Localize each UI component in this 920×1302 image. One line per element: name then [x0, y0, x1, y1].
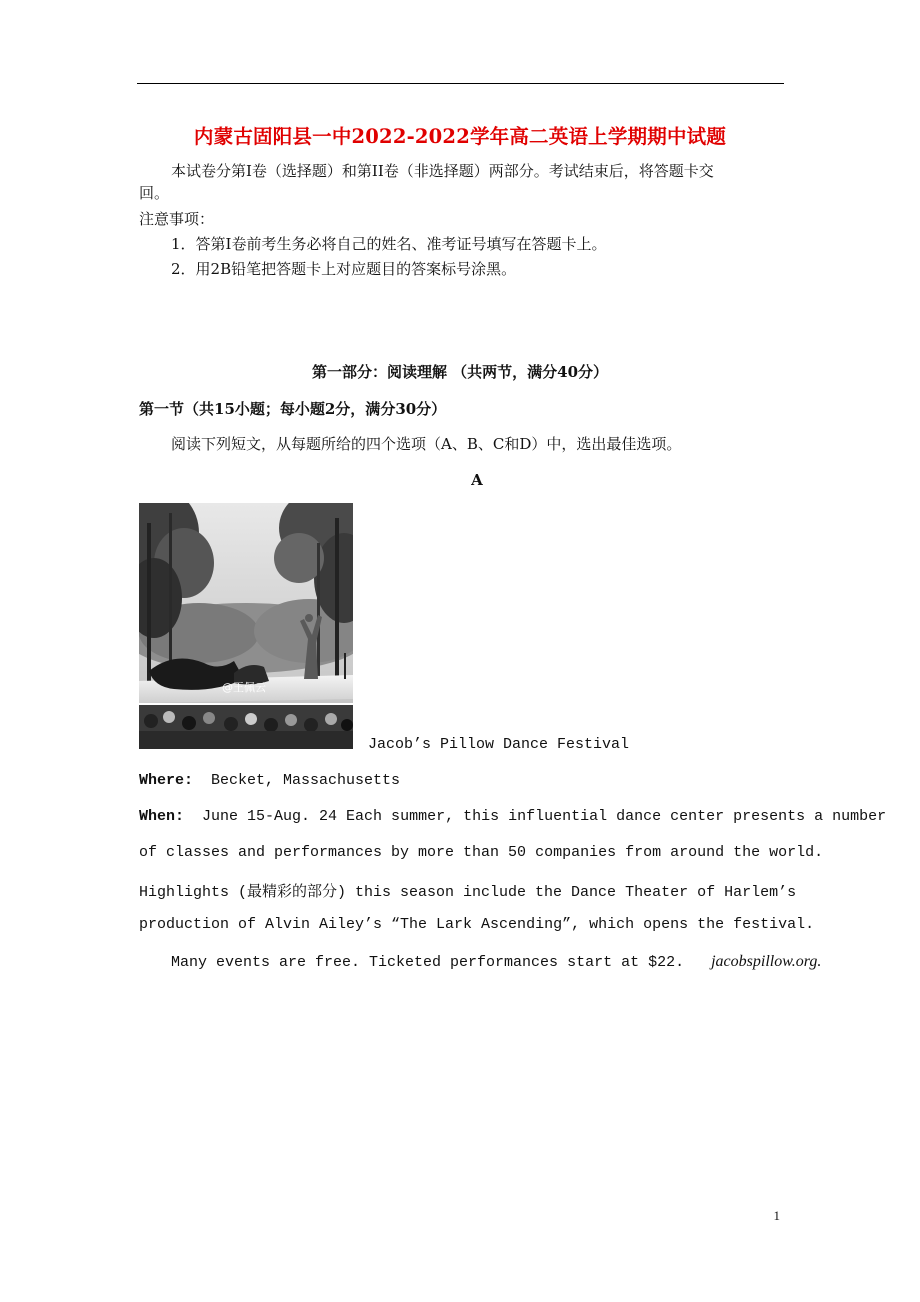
exam-title: 内蒙古固阳县一中2022-2022学年高二英语上学期期中试题: [193, 125, 727, 148]
page-number: 1: [773, 1208, 780, 1223]
when-line: [139, 808, 886, 825]
body-line-3: Highlights (最精彩的部分) this season include the Dance Theater of Harlem’s: [139, 884, 797, 901]
where-value: Becket, Massachusetts: [211, 772, 401, 789]
body-line-2: of classes and performances by more than 50 companies from around the world.: [139, 844, 824, 861]
when-label: When:: [139, 808, 185, 825]
reading-instruction: 阅读下列短文，从每题所给的四个选项（A、B、C和D）中，选出最佳选项。: [171, 435, 682, 453]
festival-caption: Jacob’s Pillow Dance Festival: [368, 736, 630, 753]
when-value: June 15-Aug. 24 Each summer, this influential dance center presents a number: [202, 808, 887, 825]
section1-heading: 第一节（共15小题；每小题2分，满分30分）: [139, 400, 447, 418]
passage-label: A: [471, 471, 483, 489]
note-2: 2．用2B铅笔把答题卡上对应题目的答案标号涂黑。: [171, 260, 517, 278]
last-text: Many events are free. Ticketed performances start at $22.: [171, 954, 685, 971]
note-1: 1．答第Ⅰ卷前考生务必将自己的姓名、准考证号填写在答题卡上。: [171, 235, 607, 253]
part1-heading: 第一部分：阅读理解 （共两节，满分40分）: [311, 363, 609, 381]
body-line-4: production of Alvin Ailey’s “The Lark Ascending”, which opens the festival.: [139, 916, 815, 933]
dance-festival-photo: [139, 503, 353, 749]
intro-line-1: 本试卷分第Ⅰ卷（选择题）和第II卷（非选择题）两部分。考试结束后，将答题卡交: [171, 162, 714, 180]
where-label: Where:: [139, 772, 194, 789]
last-line: [171, 953, 821, 971]
header-rule: [137, 83, 784, 84]
photo-watermark: @王佩云: [222, 681, 266, 694]
website-link[interactable]: jacobspillow.org.: [711, 953, 822, 970]
notes-heading: 注意事项：: [139, 210, 215, 228]
intro-line-2: 回。: [139, 184, 170, 202]
where-line: [139, 772, 400, 789]
